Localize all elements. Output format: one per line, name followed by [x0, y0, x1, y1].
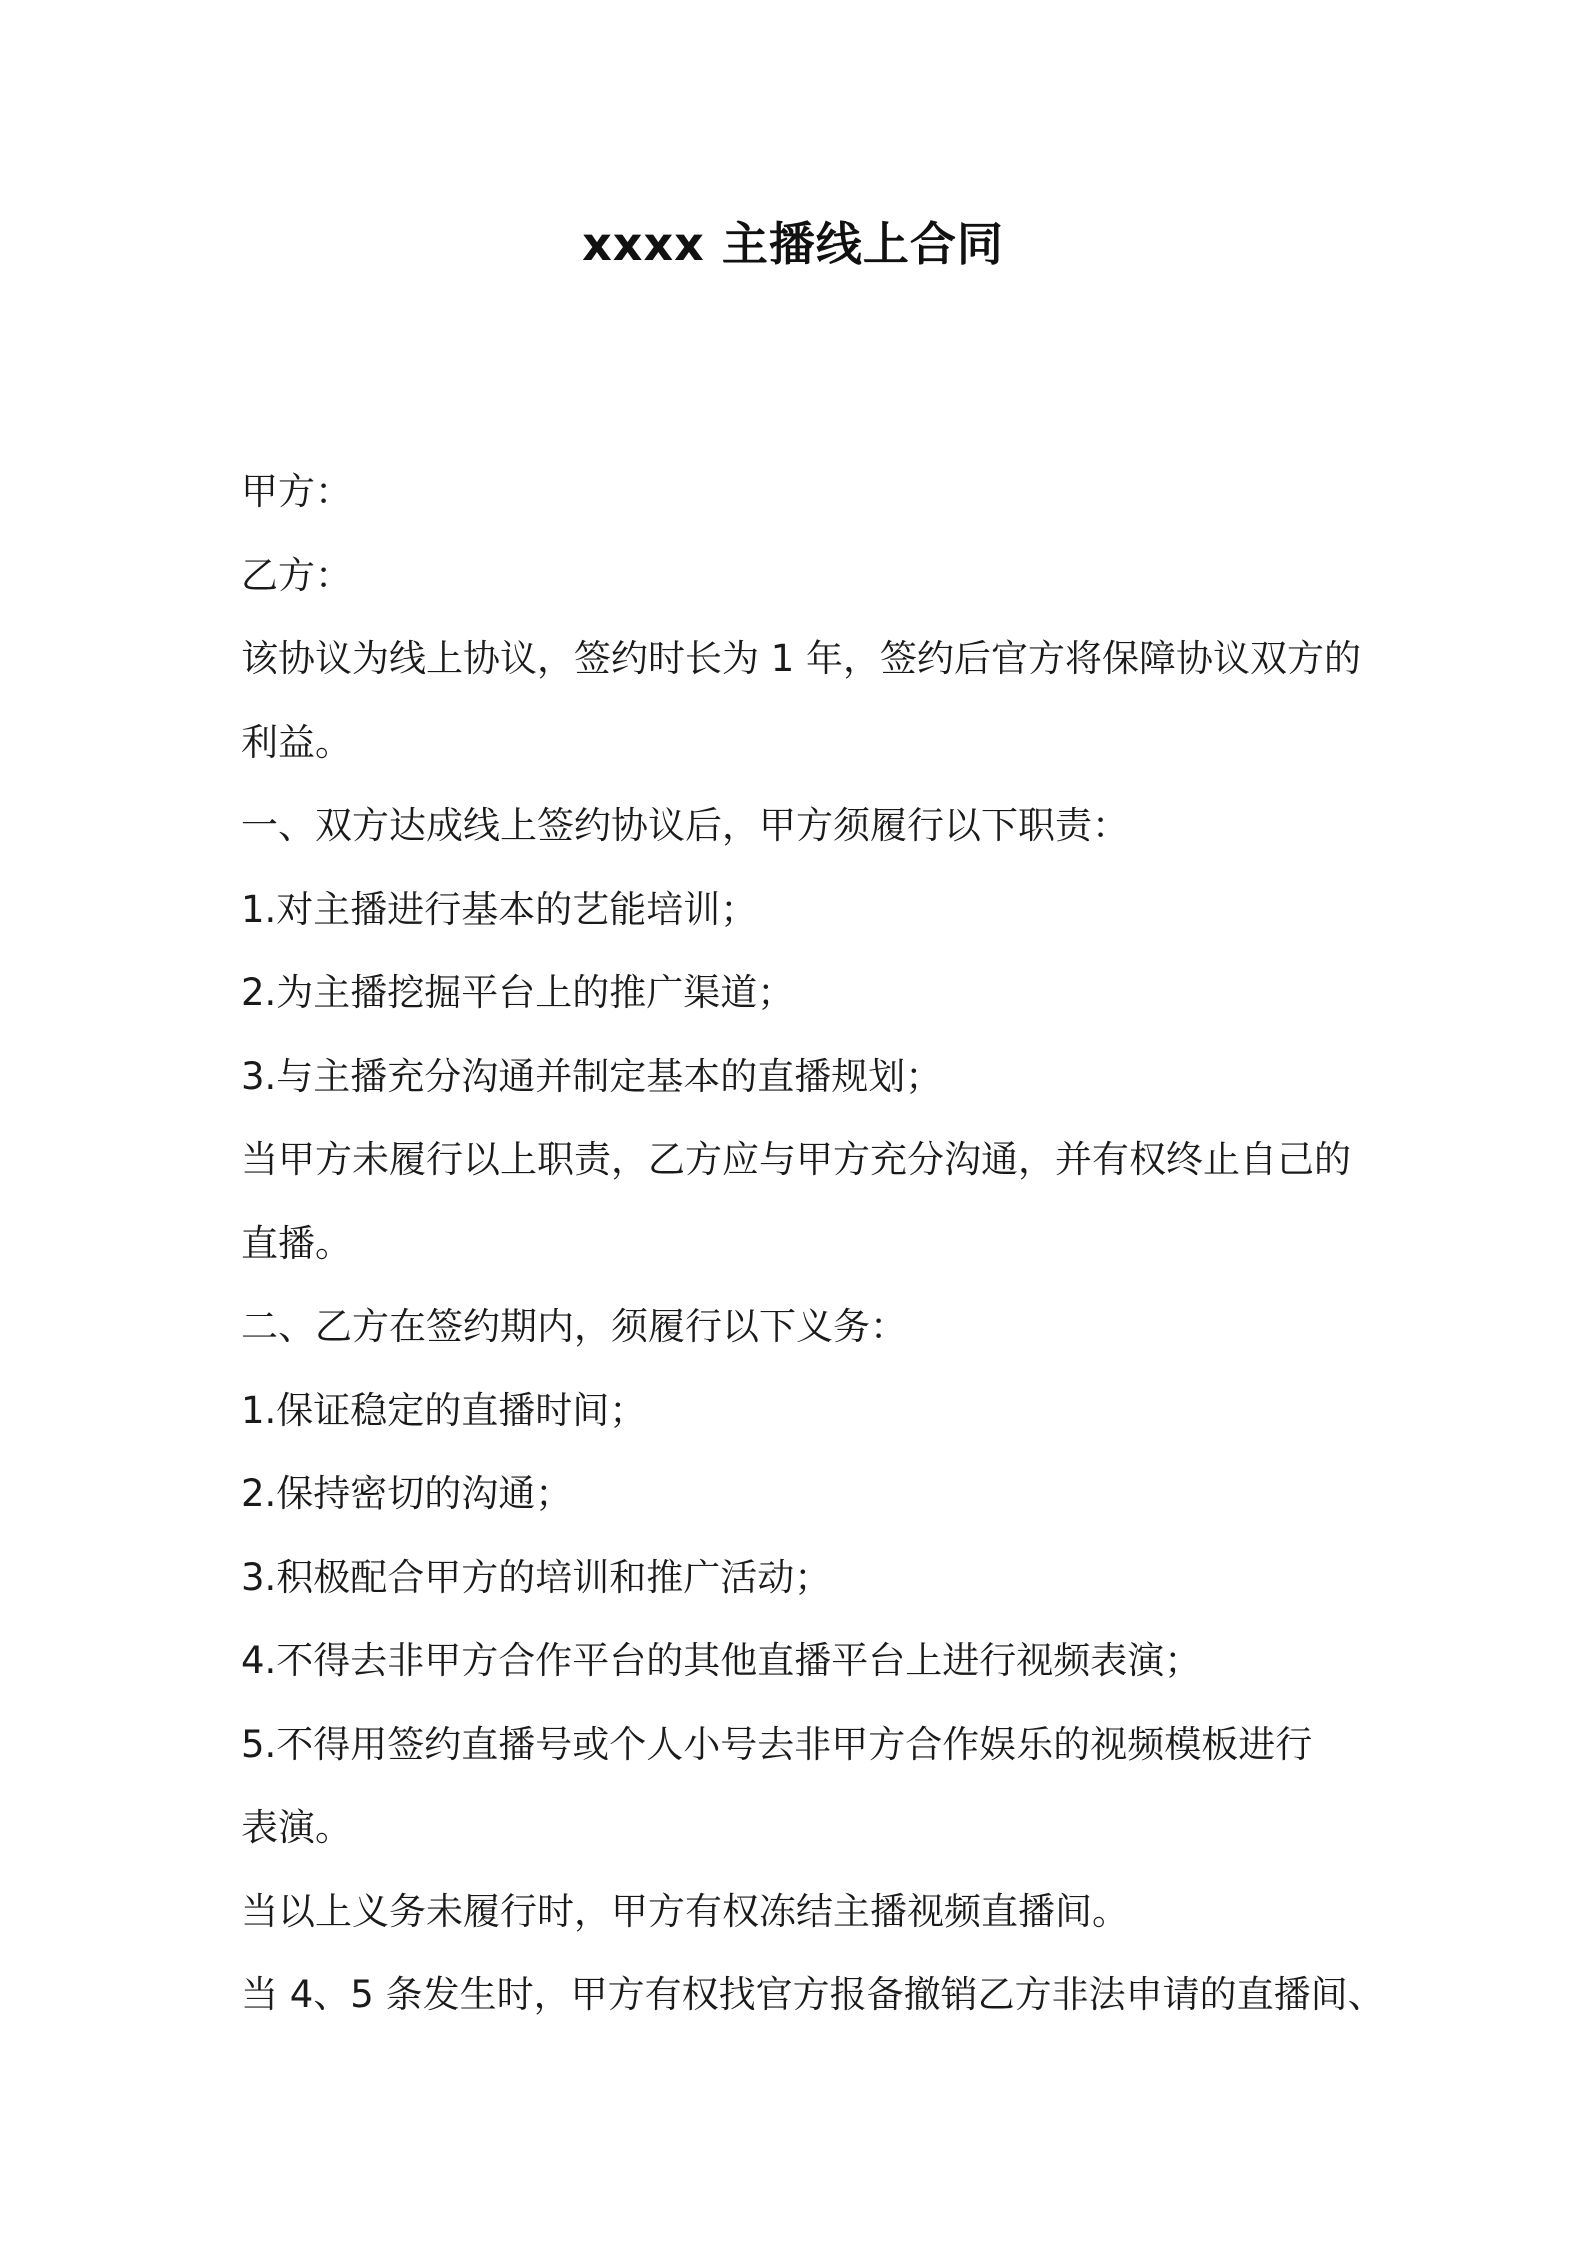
- obligation-item: 1.保证稳定的直播时间；: [241, 1388, 647, 1432]
- obligation-item: 2.保持密切的沟通；: [241, 1472, 573, 1515]
- obligation-item: 5.不得用签约直播号或个人小号去非甲方合作娱乐的视频模板进行: [241, 1722, 1313, 1766]
- duty-item: 3.与主播充分沟通并制定基本的直播规划；: [241, 1054, 943, 1098]
- duty-consequence-line: 直播。: [241, 1221, 352, 1265]
- duty-consequence-line: 当甲方未履行以上职责，乙方应与甲方充分沟通，并有权终止自己的: [241, 1138, 1351, 1181]
- document-body: [241, 450, 1385, 2037]
- obligation-item: 4.不得去非甲方合作平台的其他直播平台上进行视频表演；: [241, 1639, 1202, 1682]
- duty-item: 1.对主播进行基本的艺能培训；: [241, 887, 758, 931]
- document-title: xxxx 主播线上合同: [582, 217, 1004, 271]
- obligation-item: 3.积极配合甲方的培训和推广活动；: [241, 1555, 832, 1599]
- obligation-item: 表演。: [241, 1806, 352, 1849]
- section-two-heading: 二、乙方在签约期内，须履行以下义务：: [241, 1305, 907, 1348]
- duty-item: 2.为主播挖掘平台上的推广渠道；: [241, 971, 795, 1014]
- obligation-consequence-line: 当以上义务未履行时，甲方有权冻结主播视频直播间。: [241, 1889, 1129, 1933]
- party-a-line: 甲方：: [241, 470, 352, 513]
- party-b-line: 乙方：: [241, 553, 352, 597]
- intro-paragraph-line: 该协议为线上协议，签约时长为 1 年，签约后官方将保障协议双方的: [241, 637, 1362, 680]
- section-one-heading: 一、双方达成线上签约协议后，甲方须履行以下职责：: [241, 804, 1129, 847]
- obligation-consequence-line: 当 4、5 条发生时，甲方有权找官方报备撤销乙方非法申请的直播间、: [241, 1973, 1385, 2016]
- intro-paragraph-line: 利益。: [241, 720, 352, 764]
